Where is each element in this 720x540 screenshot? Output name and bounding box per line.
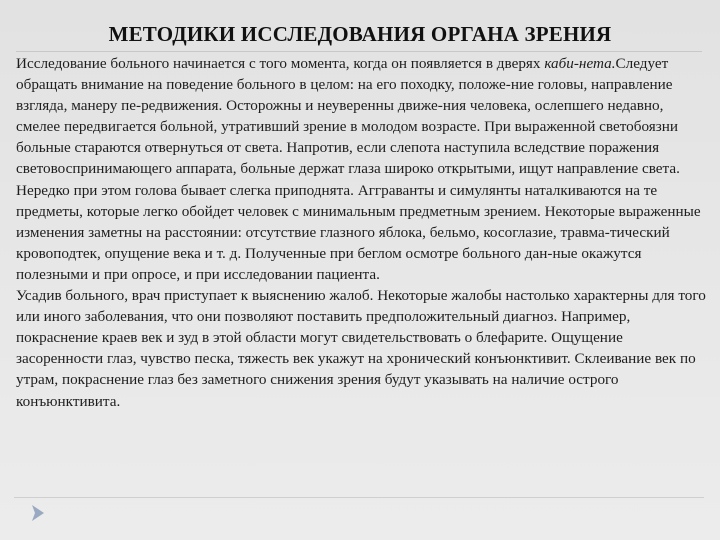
emphasized-word: каби-нета. — [544, 55, 616, 72]
paragraph-lead: Исследование больного начинается с того момента, когда он появляется в дверях — [16, 55, 545, 72]
slide-body — [16, 53, 706, 412]
slide-title: МЕТОДИКИ ИССЛЕДОВАНИЯ ОРГАНА ЗРЕНИЯ — [108, 22, 612, 46]
footer-divider — [14, 497, 704, 498]
triangle-right-icon[interactable] — [31, 504, 45, 522]
paragraph-observation — [16, 53, 706, 285]
paragraph-rest: Следует обращать внимание на поведение больного в целом: на его походку, положе-ние головы, направление взгляда, манеру пе-редвижения. Осторожны и неуверенны движе-ния человека, ослепшего недавно, смелее передвигается больной, утративший зрение в молодом возрасте. При выраженной светобоязни больные стараются отвернуться от света. Напротив, если слепота наступила вследствие поражения световоспринимающего аппарата, больные держат глаза широко открытыми, ищут направление света. Нередко при этом голова бывает слегка приподнята. Агграванты и симулянты наталкиваются на те предметы, которые легко обойдет человек с минимальным предметным зрением. Некоторые выраженные изменения заметны на расстоянии: отсутствие глазного яблока, бельмо, косоглазие, травма-тический кровоподтек, опущение века и т. д. Полученные при беглом осмотре больного дан-ные окажутся полезными и при опросе, и при исследовании пациента. — [16, 55, 701, 283]
title-divider — [16, 51, 702, 52]
paragraph-complaints: Усадив больного, врач приступает к выяснению жалоб. Некоторые жалобы настолько характерны для того или иного заболевания, что они позволяют поставить предположительный диагноз. Например, покраснение краев век и зуд в этой области могут свидетельствовать о блефарите. Ощущение засоренности глаз, чувство песка, тяжесть век укажут на хронический конъюнктивит. Склеивание век по утрам, покраснение глаз без заметного снижения зрения будут указывать на наличие острого конъюнктивита. — [16, 287, 706, 410]
